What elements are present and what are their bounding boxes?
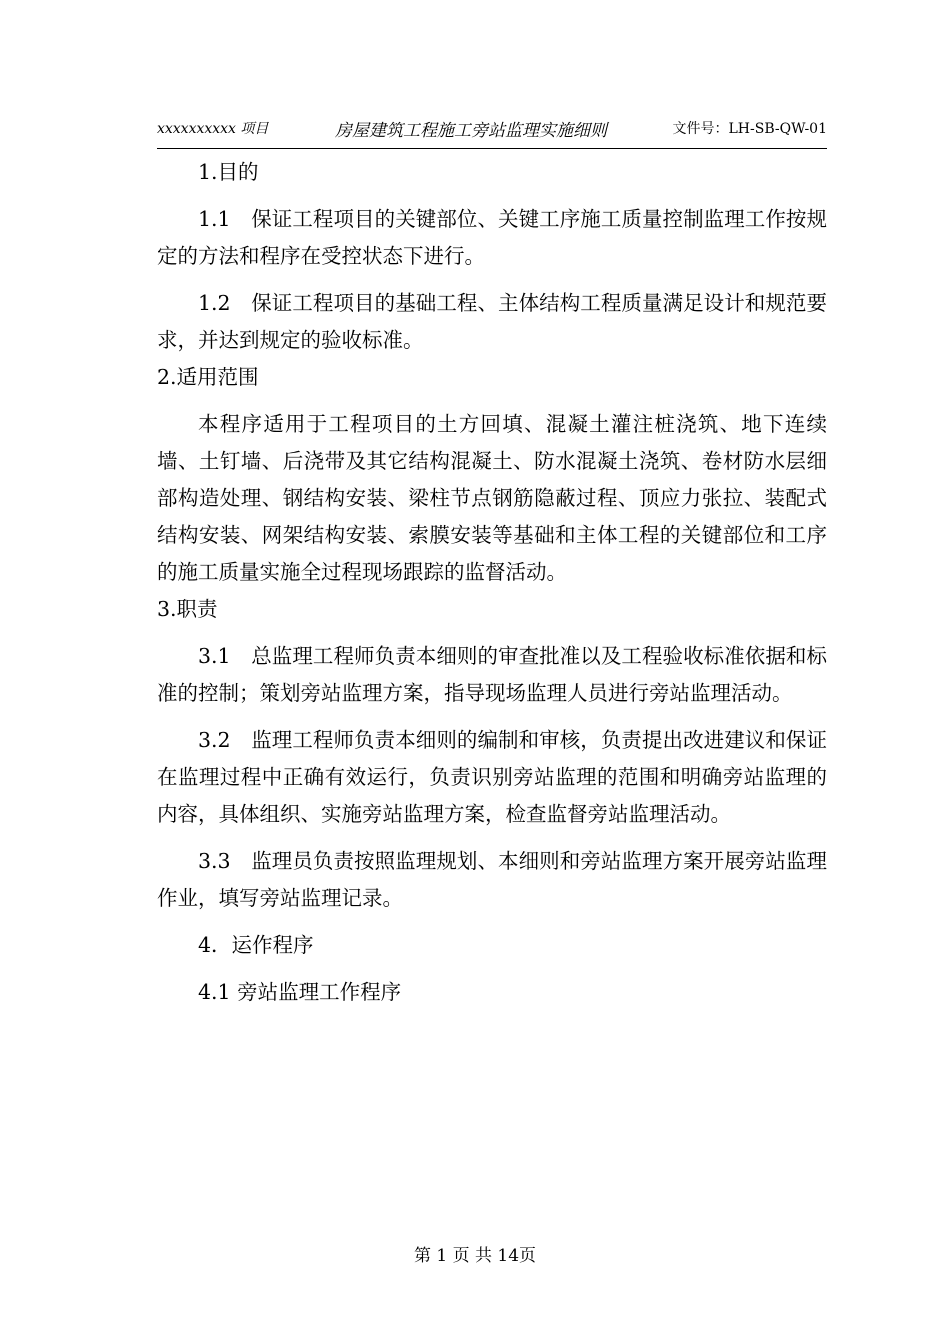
paragraph-3-2: 3.2 监理工程师负责本细则的编制和审核，负责提出改进建议和保证在监理过程中正确有效运行，负责识别旁站监理的范围和明确旁站监理的内容，具体组织、实施旁站监理方案，检查监督旁站监理活动。 (157, 728, 827, 826)
header-doc-number: 文件号：LH-SB-QW-01 (672, 121, 827, 137)
header-divider (157, 148, 827, 149)
section-1-heading: 1.目的 (198, 160, 259, 184)
section-4-heading: 4．运作程序 (198, 933, 314, 957)
paragraph-1-2: 1.2 保证工程项目的基础工程、主体结构工程质量满足设计和规范要求，并达到规定的验收标准。 (157, 291, 827, 352)
paragraph-2: 本程序适用于工程项目的土方回填、混凝土灌注桩浇筑、地下连续墙、土钉墙、后浇带及其它结构混凝土、防水混凝土浇筑、卷材防水层细部构造处理、钢结构安装、梁柱节点钢筋隐蔽过程、顶应力张拉、装配式结构安装、网架结构安装、索膜安装等基础和主体工程的关键部位和工序的施工质量实施全过程现场跟踪的监督活动。 (157, 412, 827, 584)
header-project: xxxxxxxxxx 项目 (157, 121, 269, 137)
document-body (157, 154, 827, 1011)
page-footer: 第 1 页 共 14页 (413, 1246, 537, 1266)
paragraph-1-1: 1.1 保证工程项目的关键部位、关键工序施工质量控制监理工作按规定的方法和程序在受控状态下进行。 (157, 207, 827, 268)
section-2-heading: 2.适用范围 (157, 365, 259, 389)
page-header (157, 116, 827, 142)
section-3-heading: 3.职责 (157, 597, 218, 621)
section-4-1-heading: 4.1 旁站监理工作程序 (198, 980, 402, 1004)
paragraph-3-1: 3.1 总监理工程师负责本细则的审查批准以及工程验收标准依据和标准的控制；策划旁站监理方案，指导现场监理人员进行旁站监理活动。 (157, 644, 827, 705)
header-title: 房屋建筑工程施工旁站监理实施细则 (335, 121, 607, 141)
paragraph-3-3: 3.3 监理员负责按照监理规划、本细则和旁站监理方案开展旁站监理作业，填写旁站监理记录。 (157, 849, 827, 910)
